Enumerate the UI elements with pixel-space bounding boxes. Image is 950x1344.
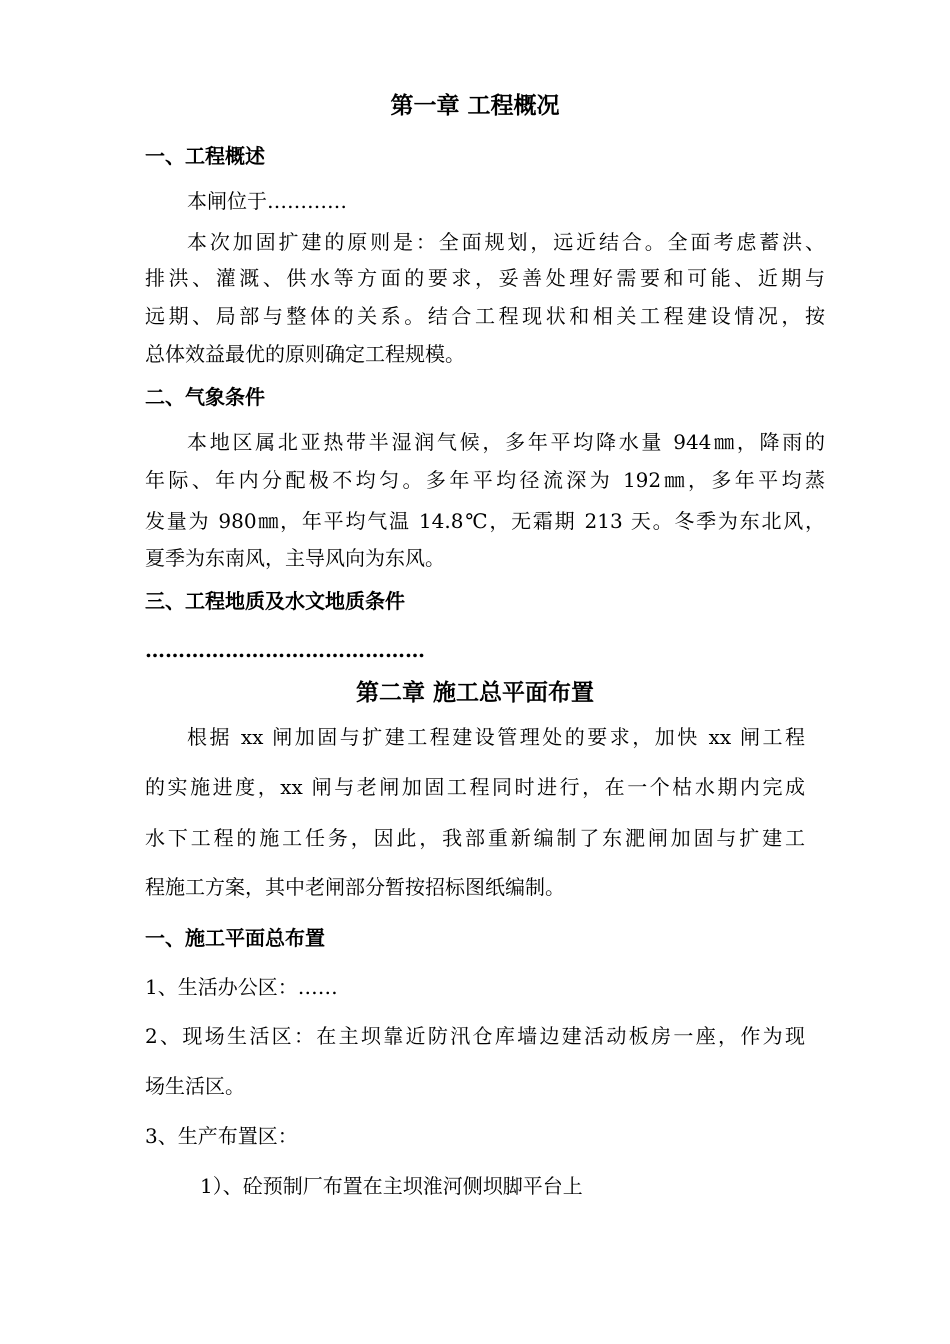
paragraph-intro-line-4: 程施工方案，其中老闸部分暂按招标图纸编制。 [145, 875, 565, 899]
ellipsis-placeholder: …………………………………… [145, 638, 425, 662]
paragraph-principle-line-4: 总体效益最优的原则确定工程规模。 [145, 342, 465, 366]
chapter-1-title: 第一章 工程概况 [390, 92, 560, 119]
paragraph-climate-line-4: 夏季为东南风，主导风向为东风。 [145, 546, 445, 570]
section-heading-overview: 一、工程概述 [145, 144, 265, 168]
sub-item-precast-plant: 1）、砼预制厂布置在主坝淮河侧坝脚平台上 [200, 1174, 583, 1198]
paragraph-climate-line-1: 本地区属北亚热带半湿润气候，多年平均降水量 944㎜，降雨的 [187, 430, 825, 454]
chapter-2-title: 第二章 施工总平面布置 [355, 679, 594, 706]
list-item-production-area: 3、生产布置区： [145, 1124, 298, 1148]
paragraph-principle-line-1: 本次加固扩建的原则是：全面规划，远近结合。全面考虑蓄洪、 [187, 230, 825, 254]
paragraph-intro-line-1: 根据 xx 闸加固与扩建工程建设管理处的要求，加快 xx 闸工程 [187, 725, 805, 749]
list-item-living-area-line-1: 2、现场生活区：在主坝靠近防汛仓库墙边建活动板房一座，作为现 [145, 1024, 805, 1048]
paragraph-principle-line-2: 排洪、灌溉、供水等方面的要求，妥善处理好需要和可能、近期与 [145, 266, 825, 290]
paragraph-principle-line-3: 远期、局部与整体的关系。结合工程现状和相关工程建设情况，按 [145, 304, 825, 328]
section-heading-geology: 三、工程地质及水文地质条件 [145, 589, 405, 613]
paragraph-climate-line-2: 年际、年内分配极不均匀。多年平均径流深为 192㎜，多年平均蒸 [145, 468, 825, 492]
paragraph-intro-line-2: 的实施进度，xx 闸与老闸加固工程同时进行，在一个枯水期内完成 [145, 775, 805, 799]
paragraph-climate-line-3: 发量为 980㎜，年平均气温 14.8℃，无霜期 213 天。冬季为东北风， [145, 509, 825, 533]
paragraph-intro-line-3: 水下工程的施工任务，因此，我部重新编制了东淝闸加固与扩建工 [145, 826, 805, 850]
section-heading-layout: 一、施工平面总布置 [145, 926, 325, 950]
section-heading-climate: 二、气象条件 [145, 385, 265, 409]
list-item-office-area: 1、生活办公区：…… [145, 975, 338, 999]
list-item-living-area-line-2: 场生活区。 [145, 1074, 245, 1098]
paragraph-location: 本闸位于………… [187, 189, 347, 213]
